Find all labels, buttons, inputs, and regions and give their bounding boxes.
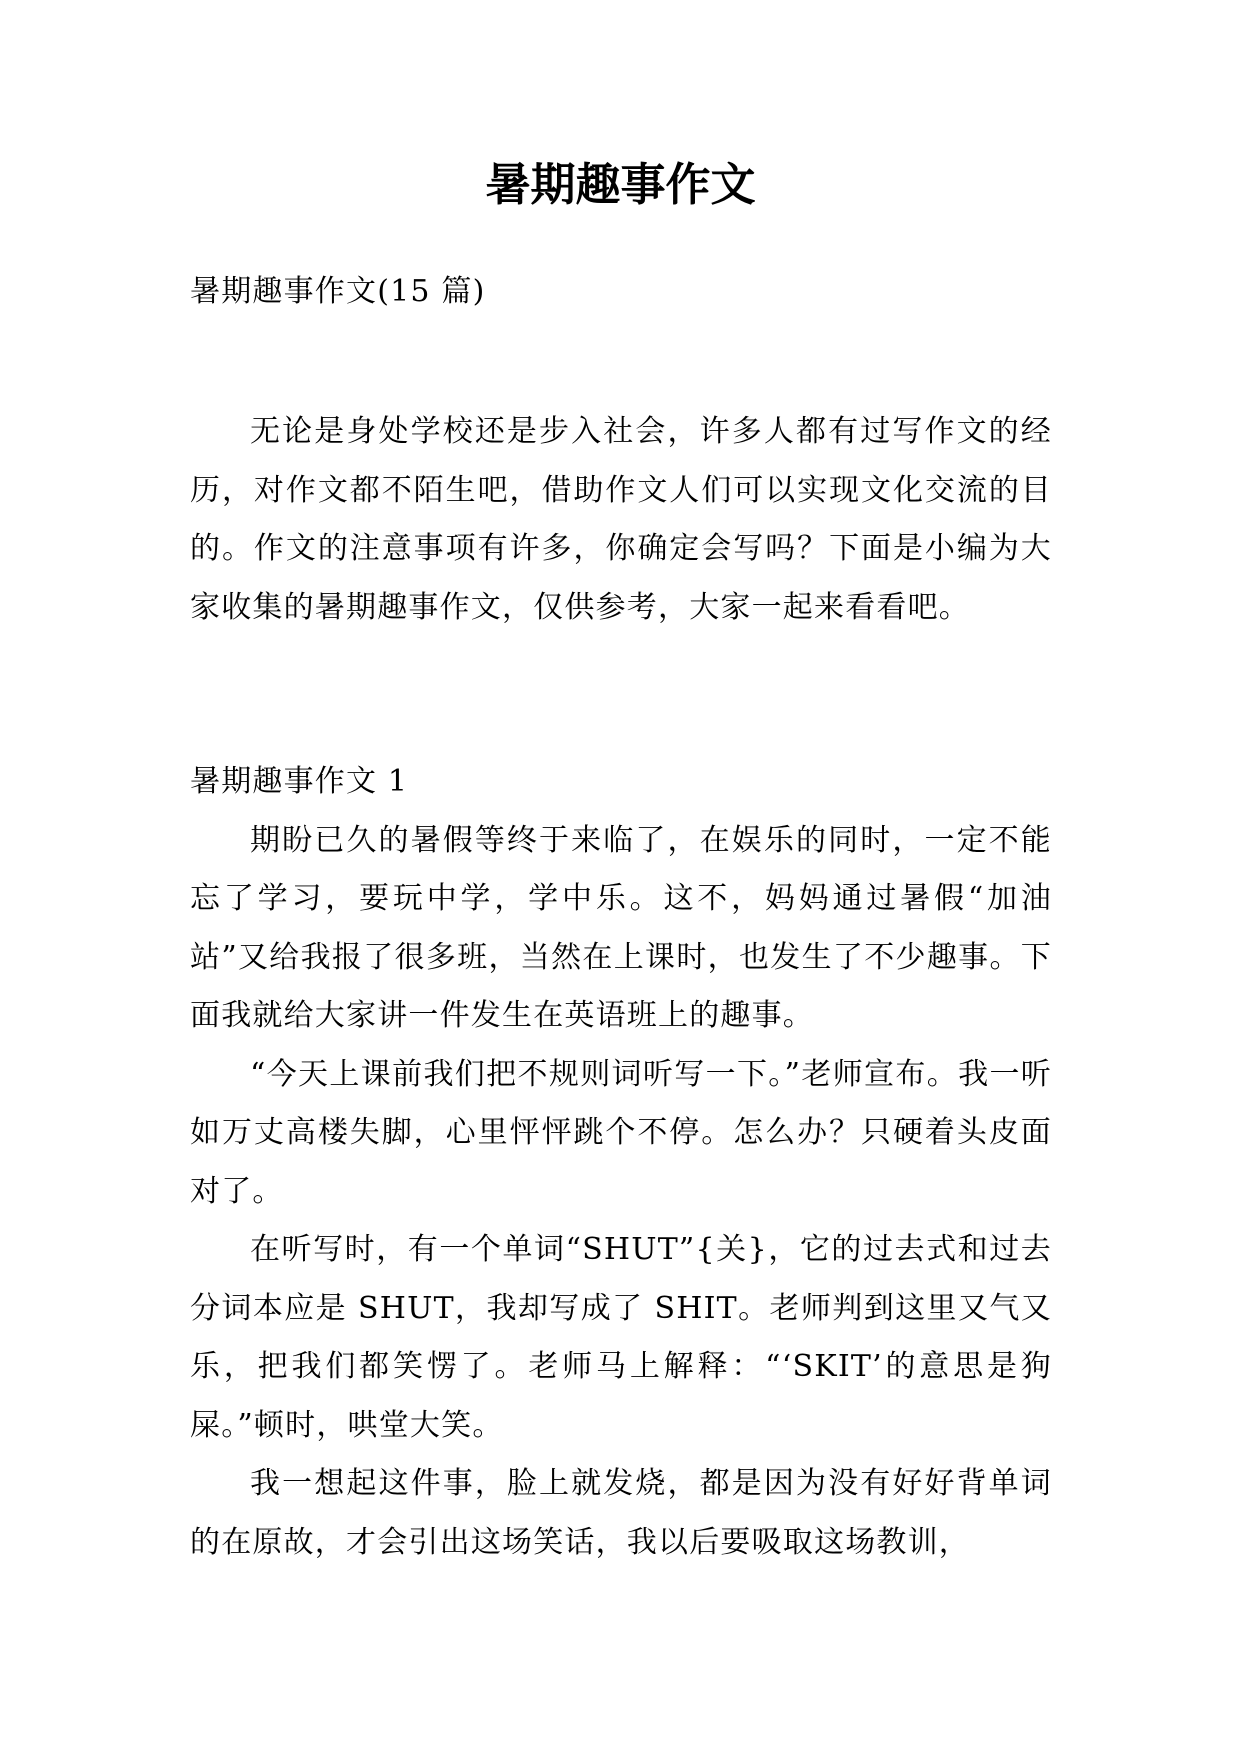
- section-heading: 暑期趣事作文 1: [190, 764, 409, 799]
- document-title: 暑期趣事作文: [485, 158, 756, 211]
- document-subtitle: 暑期趣事作文(15 篇): [190, 274, 486, 309]
- essay-paragraph-2: “今天上课前我们把不规则词听写一下。”老师宣布。我一听如万丈高楼失脚，心里怦怦跳个不停。怎么办？只硬着头皮面对了。: [190, 1056, 1052, 1209]
- essay-paragraph-3: 在听写时，有一个单词“SHUT”{关}，它的过去式和过去分词本应是 SHUT，我却写成了 SHIT。老师判到这里又气又乐，把我们都笑愣了。老师马上解释：“‘SKIT’的意思是狗屎。”顿时，哄堂大笑。: [190, 1232, 1052, 1443]
- essay-paragraph-4: 我一想起这件事，脸上就发烧，都是因为没有好好背单词的在原故，才会引出这场笑话，我以后要吸取这场教训，: [190, 1466, 1052, 1560]
- intro-paragraph: 无论是身处学校还是步入社会，许多人都有过写作文的经历，对作文都不陌生吧，借助作文人们可以实现文化交流的目的。作文的注意事项有许多，你确定会写吗？下面是小编为大家收集的暑期趣事作文，仅供参考，大家一起来看看吧。: [190, 414, 1052, 625]
- essay-paragraph-1: 期盼已久的暑假等终于来临了，在娱乐的同时，一定不能忘了学习，要玩中学，学中乐。这不，妈妈通过暑假“加油站”又给我报了很多班，当然在上课时，也发生了不少趣事。下面我就给大家讲一件发生在英语班上的趣事。: [190, 822, 1052, 1033]
- essay-section: [190, 753, 1052, 1572]
